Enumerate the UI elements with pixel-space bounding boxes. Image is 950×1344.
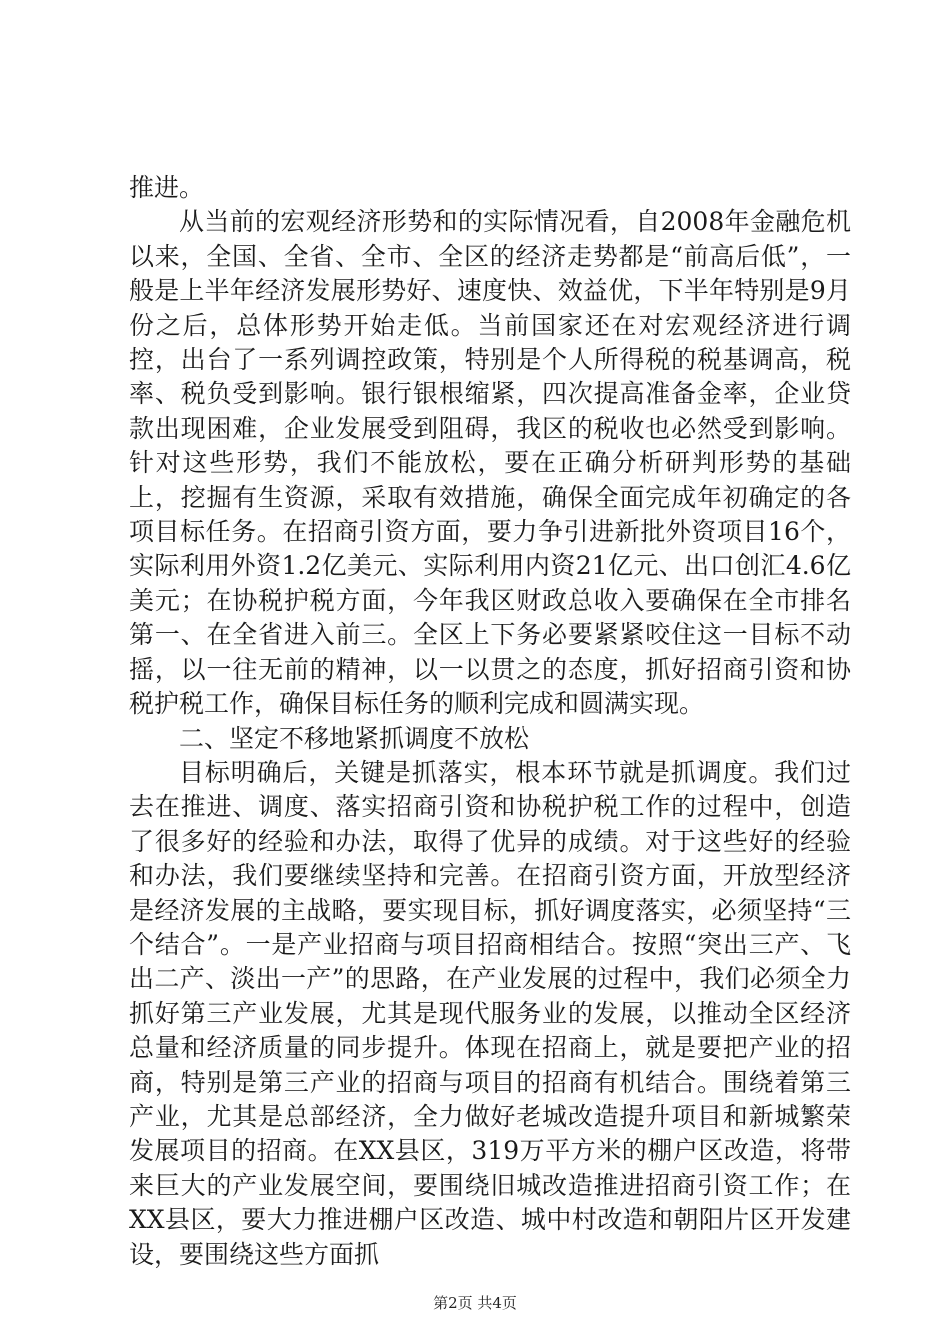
page-number-footer: 第2页 共4页 [433, 1294, 517, 1312]
document-body [129, 171, 851, 1272]
section-heading: 二、坚定不移地紧抓调度不放松 [179, 723, 530, 753]
paragraph: 目标明确后，关键是抓落实，根本环节就是抓调度。我们过去在推进、调度、落实招商引资和协税护税工作的过程中，创造了很多好的经验和办法，取得了优异的成绩。对于这些好的经验和办法，我们要继续坚持和完善。在招商引资方面，开放型经济是经济发展的主战略，要实现目标，抓好调度落实，必须坚持“三个结合”。一是产业招商与项目招商相结合。按照“突出三产、飞出二产、淡出一产”的思路，在产业发展的过程中，我们必须全力抓好第三产业发展，尤其是现代服务业的发展，以推动全区经济总量和经济质量的同步提升。体现在招商上，就是要把产业的招商，特别是第三产业的招商与项目的招商有机结合。围绕着第三产业，尤其是总部经济，全力做好老城改造提升项目和新城繁荣发展项目的招商。在XX县区，319万平方米的棚户区改造，将带来巨大的产业发展空间，要围绕旧城改造推进招商引资工作；在XX县区，要大力推进棚户区改造、城中村改造和朝阳片区开发建设，要围绕这些方面抓 [129, 757, 851, 1269]
paragraph: 推进。 [129, 173, 205, 202]
paragraph: 从当前的宏观经济形势和的实际情况看，自2008年金融危机以来，全国、全省、全市、全区的经济走势都是“前高后低”，一般是上半年经济发展形势好、速度快、效益优，下半年特别是9月份之后，总体形势开始走低。当前国家还在对宏观经济进行调控，出台了一系列调控政策，特别是个人所得税的税基调高，税率、税负受到影响。银行银根缩紧，四次提高准备金率，企业贷款出现困难，企业发展受到阻碍，我区的税收也必然受到影响。针对这些形势，我们不能放松，要在正确分析研判形势的基础上，挖掘有生资源，采取有效措施，确保全面完成年初确定的各项目标任务。在招商引资方面，要力争引进新批外资项目16个，实际利用外资1.2亿美元、实际利用内资21亿元、出口创汇4.6亿美元；在协税护税方面，今年我区财政总收入要确保在全市排名第一、在全省进入前三。全区上下务必要紧紧咬住这一目标不动摇，以一往无前的精神，以一以贯之的态度，抓好招商引资和协税护税工作，确保目标任务的顺利完成和圆满实现。 [129, 207, 851, 719]
